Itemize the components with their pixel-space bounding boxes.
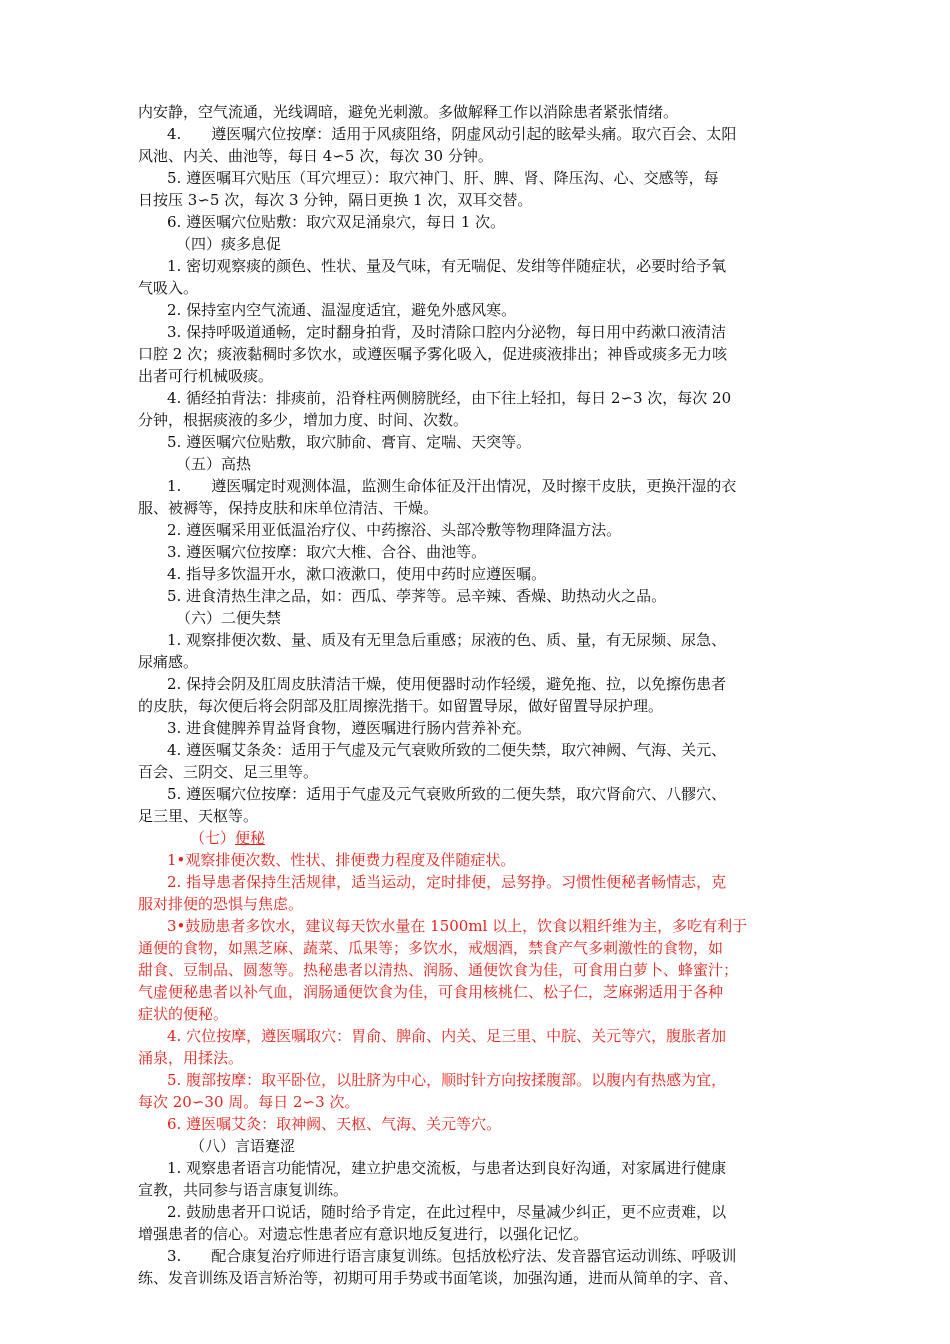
- text-line: 2. 保持会阴及肛周皮肤清洁干燥，使用便器时动作轻缓，避免拖、拉，以免擦伤患者: [167, 675, 727, 693]
- text-line: 3•鼓励患者多饮水，建议每天饮水量在 1500ml 以上，饮食以粗纤维为主，多吃有利于: [167, 917, 748, 935]
- text-line: 6. 遵医嘱艾灸：取神阙、天枢、气海、关元等穴。: [167, 1115, 502, 1133]
- text-line: 涌泉，用揉法。: [138, 1049, 244, 1067]
- text-line: 5. 遵医嘱穴位按摩：适用于气虚及元气衰败所致的二便失禁，取穴肾俞穴、八髎穴、: [167, 785, 727, 803]
- text-line: 5. 遵医嘱耳穴贴压（耳穴埋豆）：取穴神门、肝、脾、肾、降压沟、心、交感等，每: [167, 169, 719, 187]
- text-line: 4. 循经拍背法：排痰前，沿脊柱两侧膀胱经，由下往上轻扣，每日 2∽3 次，每次 20: [167, 389, 732, 407]
- text-line: 服、被褥等，保持皮肤和床单位清洁、干燥。: [138, 499, 439, 517]
- text-line: 气吸入。: [138, 279, 199, 297]
- text-line: 甜食、豆制品、圆葱等。热秘患者以清热、润肠、通便饮食为佳，可食用白萝卜、蜂蜜汁；: [138, 961, 739, 979]
- section-heading: （七）便秘: [190, 829, 266, 847]
- text-line: 2. 指导患者保持生活规律，适当运动，定时排便，忌努挣。习惯性便秘者畅情志，克: [167, 873, 727, 891]
- text-line: 的皮肤，每次便后将会阴部及肛周擦洗揩干。如留置导尿，做好留置导尿护理。: [138, 697, 664, 715]
- section-heading: （八）言语蹇涩: [190, 1137, 296, 1155]
- text-line: 2. 保持室内空气流通、温湿度适宜，避免外感风寒。: [167, 301, 517, 319]
- text-line: 2. 遵医嘱采用亚低温治疗仪、中药擦浴、头部冷敷等物理降温方法。: [167, 521, 622, 539]
- text-line: 口腔 2 次；痰液黏稠时多饮水，或遵医嘱予雾化吸入，促进痰液排出；神昏或痰多无力咳: [138, 345, 728, 363]
- text-line: 气虚便秘患者以补气血，润肠通便饮食为佳，可食用核桃仁、松子仁，芝麻粥适用于各种: [138, 983, 724, 1001]
- text-line: 症状的便秘。: [138, 1005, 229, 1023]
- text-line: 出者可行机械吸痰。: [138, 367, 274, 385]
- text-line: 通便的食物，如黑芝麻、蔬菜、瓜果等；多饮水，戒烟酒，禁食产气多刺激性的食物，如: [138, 939, 724, 957]
- text-line: 增强患者的信心。对遗忘性患者应有意识地反复进行，以强化记忆。: [138, 1225, 589, 1243]
- text-line: 3. 进食健脾养胃益肾食物，遵医嘱进行肠内营养补充。: [167, 719, 532, 737]
- document-body: [138, 101, 818, 1289]
- text-line: 内安静，空气流通，光线调暗，避免光刺激。多做解释工作以消除患者紧张情绪。: [138, 103, 679, 121]
- text-line: 每次 20∽30 周。每日 2∽3 次。: [138, 1093, 360, 1111]
- text-line: 服对排便的恐惧与焦虑。: [138, 895, 304, 913]
- text-line: 1. 观察患者语言功能情况，建立护患交流板，与患者达到良好沟通，对家属进行健康: [167, 1159, 727, 1177]
- text-line: 4. 遵医嘱艾条灸：适用于气虚及元气衰败所致的二便失禁，取穴神阙、气海、关元、: [167, 741, 727, 759]
- text-line: 1•观察排便次数、性状、排便费力程度及伴随症状。: [167, 851, 516, 869]
- section-heading: （四）痰多息促: [176, 235, 282, 253]
- underlined-heading-text: 便秘: [235, 829, 266, 847]
- text-line: 练、发音训练及语言矫治等，初期可用手势或书面笔谈，加强沟通，进而从简单的字、音、: [138, 1269, 739, 1287]
- text-line: 4. 遵医嘱穴位按摩：适用于风痰阻络，阴虚风动引起的眩晕头痛。取穴百会、太阳: [167, 125, 737, 143]
- text-line: 1. 遵医嘱定时观测体温，监测生命体征及汗出情况，及时擦干皮肤，更换汗湿的衣: [167, 477, 737, 495]
- text-line: 5. 遵医嘱穴位贴敷，取穴肺俞、膏肓、定喘、天突等。: [167, 433, 532, 451]
- text-line: 风池、内关、曲池等，每日 4∽5 次，每次 30 分钟。: [138, 147, 493, 165]
- text-line: 5. 进食清热生津之品，如：西瓜、荸荠等。忌辛辣、香燥、助热动火之品。: [167, 587, 667, 605]
- text-line: 日按压 3∽5 次，每次 3 分钟，隔日更换 1 次，双耳交替。: [138, 191, 533, 209]
- section-heading: （五）高热: [176, 455, 252, 473]
- text-line: 4. 指导多饮温开水，漱口液漱口，使用中药时应遵医嘱。: [167, 565, 547, 583]
- text-line: 4. 穴位按摩，遵医嘱取穴：胃俞、脾俞、内关、足三里、中脘、关元等穴，腹胀者加: [167, 1027, 727, 1045]
- text-line: 3. 保持呼吸道通畅，定时翻身拍背，及时清除口腔内分泌物，每日用中药漱口液清洁: [167, 323, 727, 341]
- text-line: 1. 观察排便次数、量、质及有无里急后重感；尿液的色、质、量，有无尿频、尿急、: [167, 631, 727, 649]
- text-line: 3. 配合康复治疗师进行语言康复训练。包括放松疗法、发音器官运动训练、呼吸训: [167, 1247, 737, 1265]
- text-line: 6. 遵医嘱穴位贴敷：取穴双足涌泉穴，每日 1 次。: [167, 213, 506, 231]
- text-line: 宣教，共同参与语言康复训练。: [138, 1181, 349, 1199]
- text-line: 尿痛感。: [138, 653, 199, 671]
- text-line: 1. 密切观察痰的颜色、性状、量及气味，有无喘促、发绀等伴随症状，必要时给予氧: [167, 257, 727, 275]
- text-line: 2. 鼓励患者开口说话，随时给予肯定，在此过程中，尽量减少纠正，更不应责难，以: [167, 1203, 727, 1221]
- text-line: 足三里、天枢等。: [138, 807, 259, 825]
- text-line: 百会、三阴交、足三里等。: [138, 763, 319, 781]
- text-line: 3. 遵医嘱穴位按摩：取穴大椎、合谷、曲池等。: [167, 543, 487, 561]
- text-line: 分钟，根据痰液的多少，增加力度、时间、次数。: [138, 411, 469, 429]
- section-heading: （六）二便失禁: [176, 609, 282, 627]
- text-line: 5. 腹部按摩：取平卧位，以肚脐为中心，顺时针方向按揉腹部。以腹内有热感为宜，: [167, 1071, 727, 1089]
